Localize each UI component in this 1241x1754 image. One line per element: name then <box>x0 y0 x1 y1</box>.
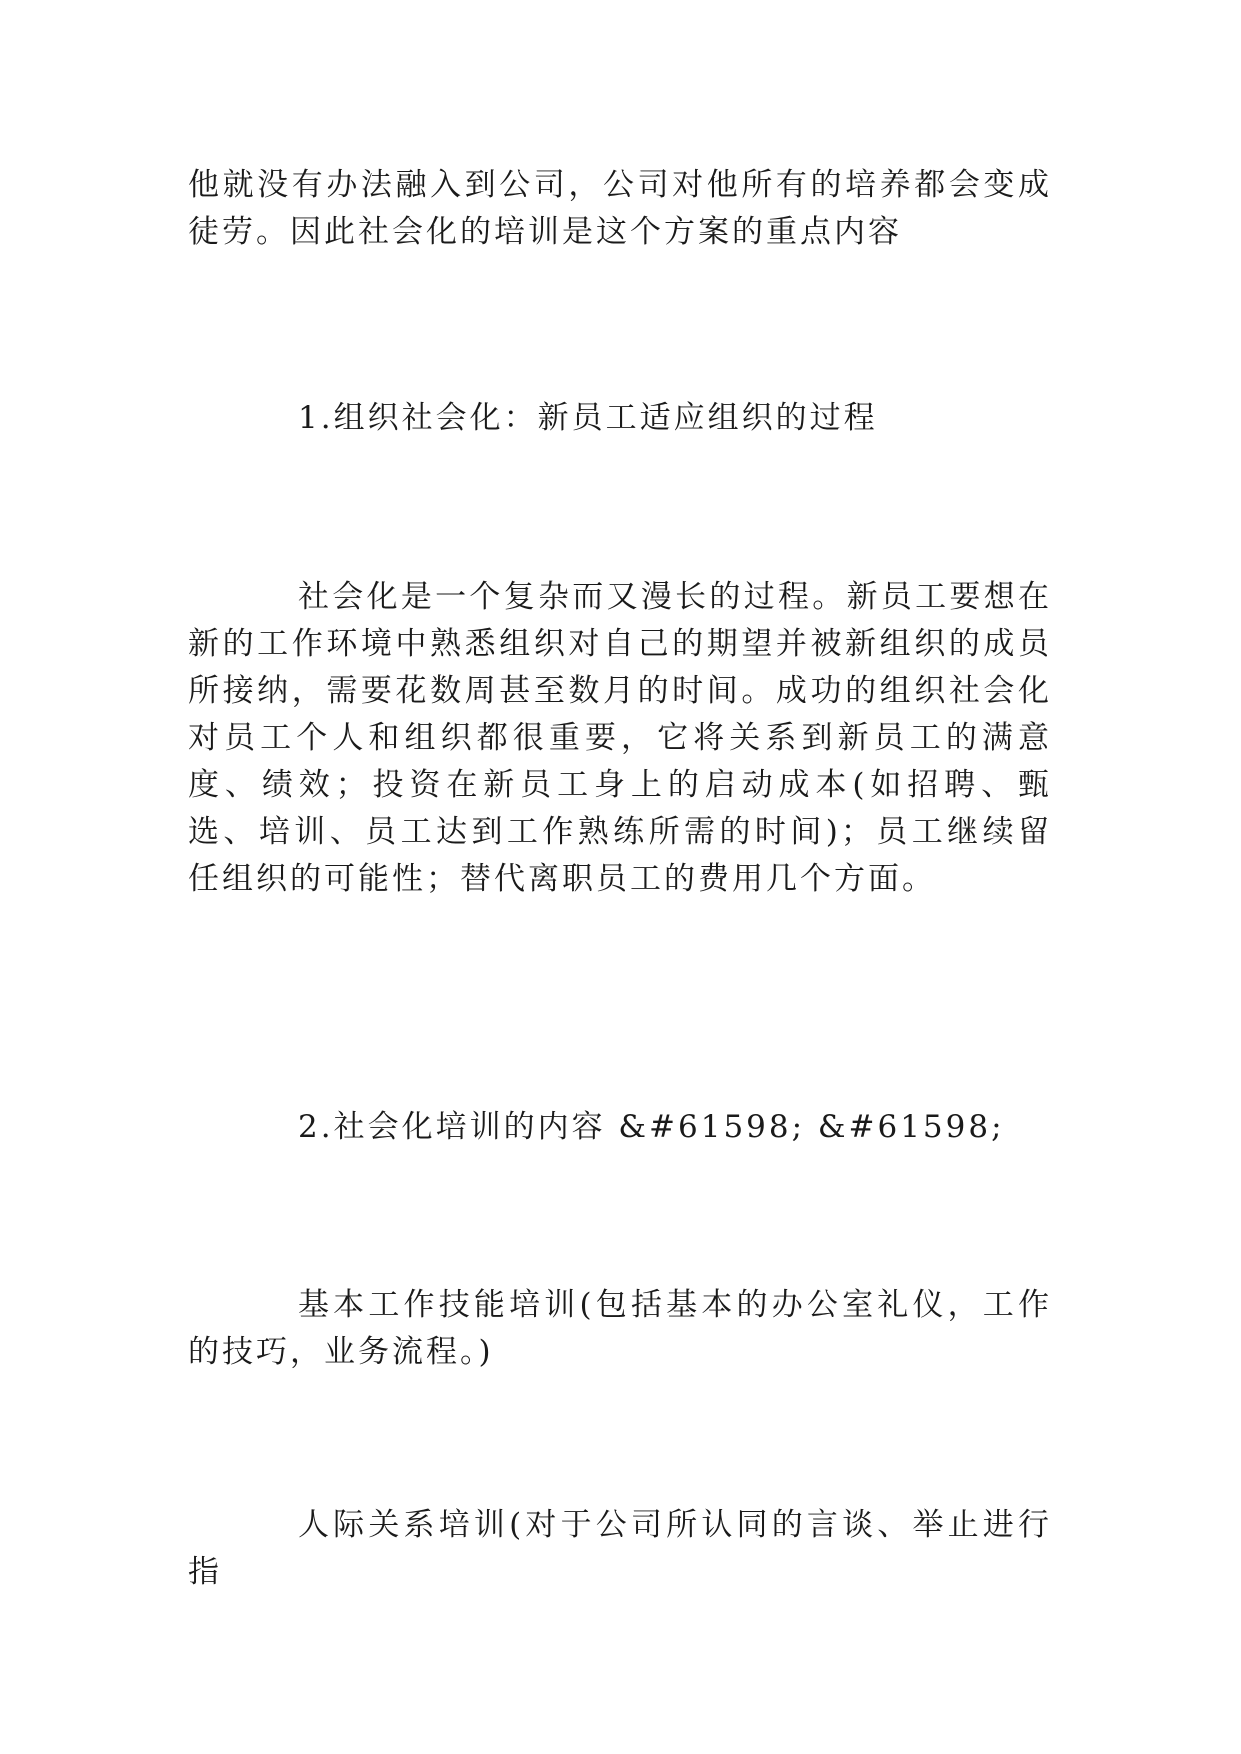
section-heading-organizational-socialization: 1.组织社会化：新员工适应组织的过程 <box>298 400 878 436</box>
paragraph-interpersonal-training: 人际关系培训(对于公司所认同的言谈、举止进行指 <box>188 1507 1052 1590</box>
paragraph-continuation: 他就没有办法融入到公司，公司对他所有的培养都会变成徒劳。因此社会化的培训是这个方案的重点内容 <box>188 167 1052 250</box>
paragraph-basic-skills-training: 基本工作技能培训(包括基本的办公室礼仪，工作的技巧，业务流程。) <box>188 1287 1052 1370</box>
paragraph-socialization-process: 社会化是一个复杂而又漫长的过程。新员工要想在新的工作环境中熟悉组织对自己的期望并被新组织的成员所接纳，需要花数周甚至数月的时间。成功的组织社会化对员工个人和组织都很重要，它将关系到新员工的满意度、绩效；投资在新员工身上的启动成本(如招聘、甄选、培训、员工达到工作熟练所需的时间)；员工继续留任组织的可能性；替代离职员工的费用几个方面。 <box>188 579 1052 897</box>
section-heading-training-content: 2.社会化培训的内容 &#61598; &#61598; <box>298 1109 1005 1145</box>
